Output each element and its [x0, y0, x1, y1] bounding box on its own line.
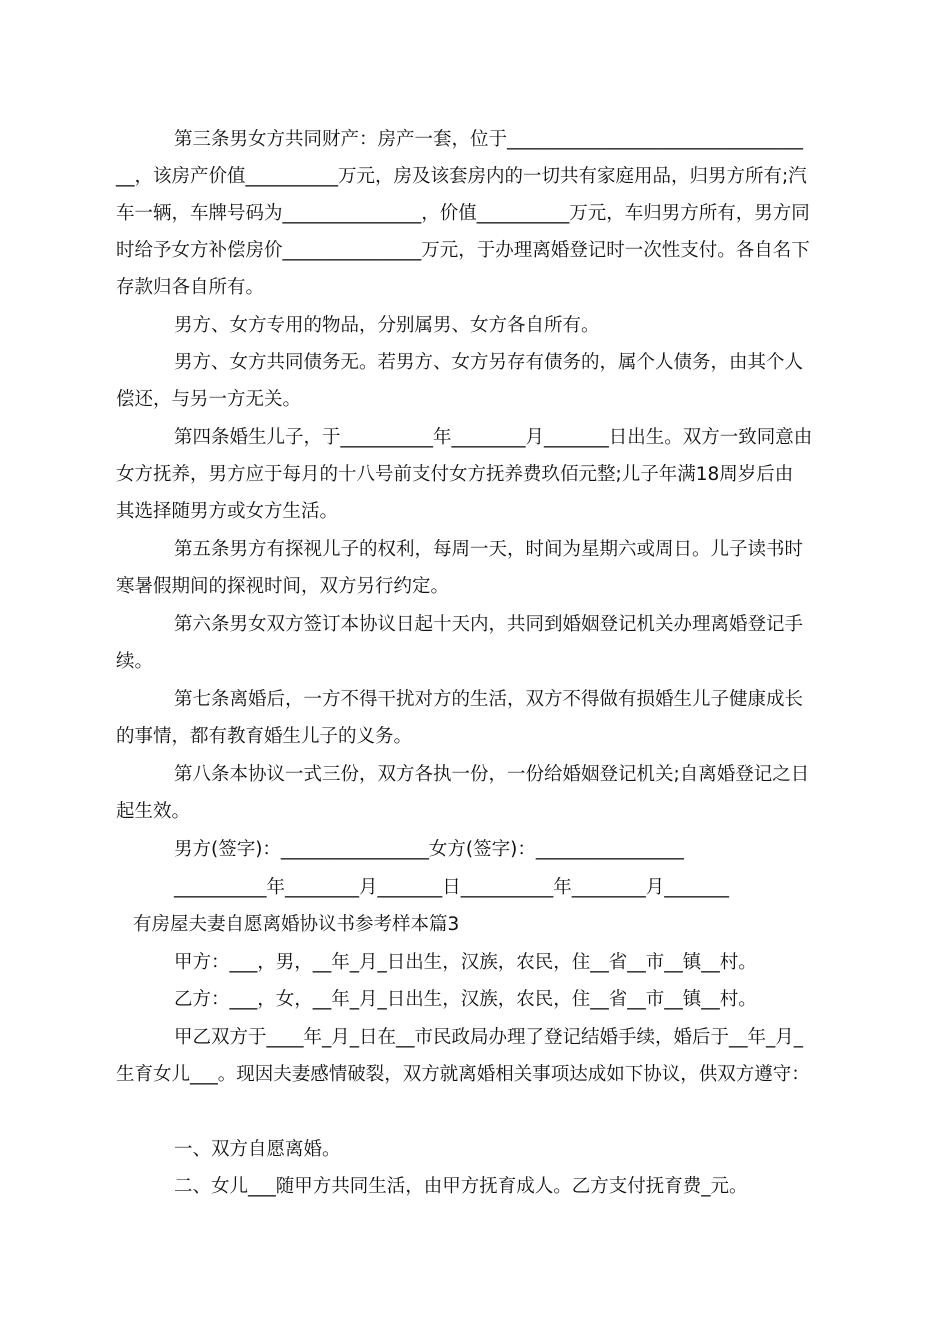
party-b-line: 乙方：___，女，__年_月_日出生，汉族，农民，住__省__市__镇__村。	[174, 989, 757, 1010]
article-4-line-1: 第四条婚生儿子，于__________年________月_______日出生。双方一致同意由	[174, 427, 813, 448]
marriage-intro-line-2: 生育女儿___。现因夫妻感情破裂，双方就离婚相关事项达成如下协议，供双方遵守：	[116, 1064, 810, 1085]
article-8-line-1: 第八条本协议一式三份，双方各执一份，一份给婚姻登记机关;自离婚登记之日	[174, 764, 810, 785]
date-line: __________年________月_______日__________年________月_______	[174, 877, 730, 898]
article-6-line-1: 第六条男女双方签订本协议日起十天内，共同到婚姻登记机关办理离婚登记手	[174, 614, 804, 635]
article-7-line-2: 的事情，都有教育婚生儿子的义务。	[116, 726, 413, 747]
debts-line-1: 男方、女方共同债务无。若男方、女方另存有债务的，属个人债务，由其个人	[174, 352, 804, 373]
article-3-line-3: 车一辆，车牌号码为_______________，价值__________万元，车归男方所有，男方同	[116, 203, 810, 224]
article-3-line-2: __，该房产价值__________万元，房及该套房内的一切共有家庭用品，归男方所有;汽	[116, 166, 807, 187]
clause-2-line: 二、女儿___随甲方共同生活，由甲方抚育成人。乙方支付抚育费_元。	[174, 1176, 748, 1197]
marriage-intro-line-1: 甲乙双方于____年_月_日在__市民政局办理了登记结婚手续，婚后于__年_月_	[174, 1027, 804, 1048]
personal-items-paragraph: 男方、女方专用的物品，分别属男、女方各自所有。	[174, 315, 600, 336]
article-3-line-4: 时给予女方补偿房价_______________万元，于办理离婚登记时一次性支付。各自名下	[116, 240, 810, 261]
article-4-line-2: 女方抚养，男方应于每月的十八号前支付女方抚养费玖佰元整;儿子年满18周岁后由	[116, 464, 794, 485]
debts-line-2: 偿还，与另一方无关。	[116, 389, 302, 410]
signature-line: 男方(签字)：________________女方(签字)：________________	[174, 839, 684, 860]
party-a-line: 甲方：___，男，__年_月_日出生，汉族，农民，住__省__市__镇__村。	[174, 952, 757, 973]
article-6-line-2: 续。	[116, 651, 154, 672]
article-3-line-1: 第三条男女方共同财产：房产一套，位于________________________________	[174, 129, 804, 150]
article-5-line-2: 寒暑假期间的探视时间，双方另行约定。	[116, 576, 450, 597]
clause-1-line: 一、双方自愿离婚。	[174, 1139, 341, 1160]
article-8-line-2: 起生效。	[116, 801, 191, 822]
article-7-line-1: 第七条离婚后，一方不得干扰对方的生活，双方不得做有损婚生儿子健康成长	[174, 689, 804, 710]
article-3-line-5: 存款归各自所有。	[116, 277, 265, 298]
article-4-line-3: 其选择随男方或女方生活。	[116, 501, 339, 522]
article-5-line-1: 第五条男方有探视儿子的权利，每周一天，时间为星期六或周日。儿子读书时	[174, 539, 804, 560]
section-heading: 有房屋夫妻自愿离婚协议书参考样本篇3	[133, 914, 460, 935]
